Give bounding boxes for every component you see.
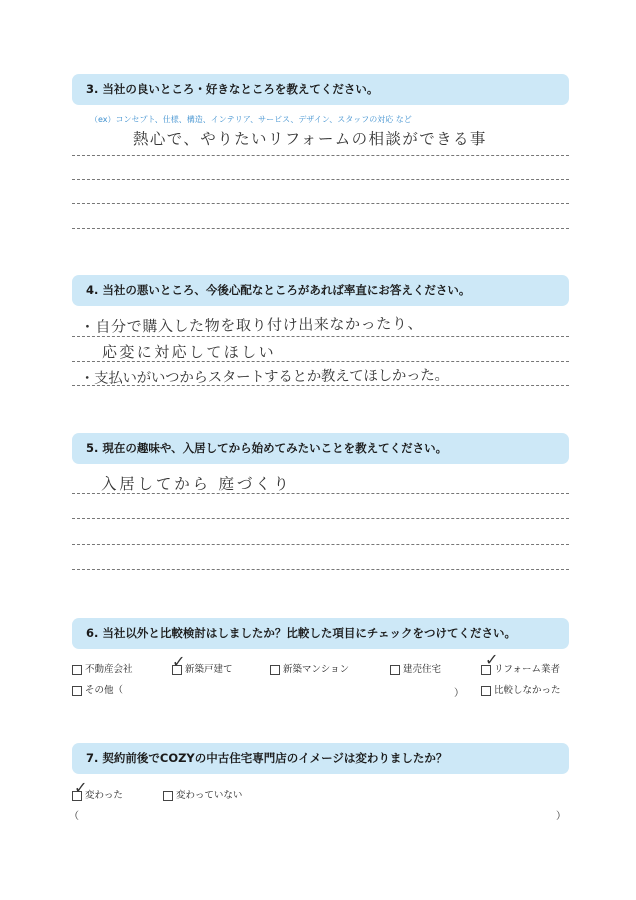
question-6-title: 6. 当社以外と比較検討はしましたか？比較した項目にチェックをつけてください。 xyxy=(72,618,569,649)
checkbox[interactable] xyxy=(481,686,491,696)
question-3-hint: （ex）コンセプト、仕様、構造、インテリア、サービス、デザイン、スタッフの対応 など xyxy=(90,115,412,124)
option-new-house[interactable]: ✓ 新築戸建て xyxy=(172,652,233,675)
option-other[interactable]: その他（ xyxy=(72,685,123,697)
question-7-title: 7. 契約前後でCOZYの中古住宅専門店のイメージは変わりましたか？ xyxy=(72,743,569,774)
answer-line xyxy=(72,385,569,386)
checkbox[interactable] xyxy=(270,665,280,675)
question-3-title: 3. 当社の良いところ・好きなところを教えてください。 xyxy=(72,74,569,105)
checkbox-checked[interactable] xyxy=(72,778,88,801)
option-built-for-sale[interactable]: 建売住宅 xyxy=(390,664,441,676)
checkbox[interactable] xyxy=(163,791,173,801)
question-5-answer: 入居してから 庭づくり xyxy=(101,475,292,493)
reason-open-paren: （ xyxy=(69,811,79,822)
checkbox-checked[interactable] xyxy=(172,652,186,675)
checkbox[interactable] xyxy=(72,665,82,675)
answer-line xyxy=(72,544,569,545)
option-no-comparison[interactable]: 比較しなかった xyxy=(481,685,561,697)
checkbox[interactable] xyxy=(72,686,82,696)
check-mark-icon: ✓ xyxy=(74,778,88,797)
option-not-changed[interactable]: 変わっていない xyxy=(163,790,242,802)
check-mark-icon: ✓ xyxy=(172,652,186,671)
answer-line xyxy=(72,493,569,494)
answer-line xyxy=(72,518,569,519)
other-close-paren: ） xyxy=(454,688,464,699)
option-changed[interactable]: ✓ 変わった xyxy=(74,778,123,801)
option-reform-company[interactable]: ✓ リフォーム業者 xyxy=(481,664,560,676)
checkbox[interactable] xyxy=(390,665,400,675)
question-4-answer-line-1: ・自分で購入した物を取り付け出来なかったり、 xyxy=(79,314,424,337)
answer-line xyxy=(72,155,569,156)
option-real-estate[interactable]: 不動産会社 xyxy=(72,664,133,676)
question-4-title: 4. 当社の悪いところ、今後心配なところがあれば率直にお答えください。 xyxy=(72,275,569,306)
answer-line xyxy=(72,569,569,570)
question-5-title: 5. 現在の趣味や、入居してから始めてみたいことを教えてください。 xyxy=(72,433,569,464)
answer-line xyxy=(72,336,569,337)
question-4-answer-line-3: ・支払いがいつからスタートするとか教えてほしかった。 xyxy=(79,367,449,388)
answer-line xyxy=(72,203,569,204)
question-4-answer-line-2: 応変に対応してほしい xyxy=(102,343,277,361)
question-3-answer: 熱心で、やりたいリフォームの相談ができる事 xyxy=(133,130,487,148)
answer-line xyxy=(72,179,569,180)
answer-line xyxy=(72,228,569,229)
checkbox-checked[interactable] xyxy=(481,650,499,675)
reason-close-paren: ） xyxy=(556,811,566,822)
check-mark-icon: ✓ xyxy=(485,650,499,669)
option-new-condo[interactable]: 新築マンション xyxy=(270,664,349,676)
answer-line xyxy=(72,361,569,362)
